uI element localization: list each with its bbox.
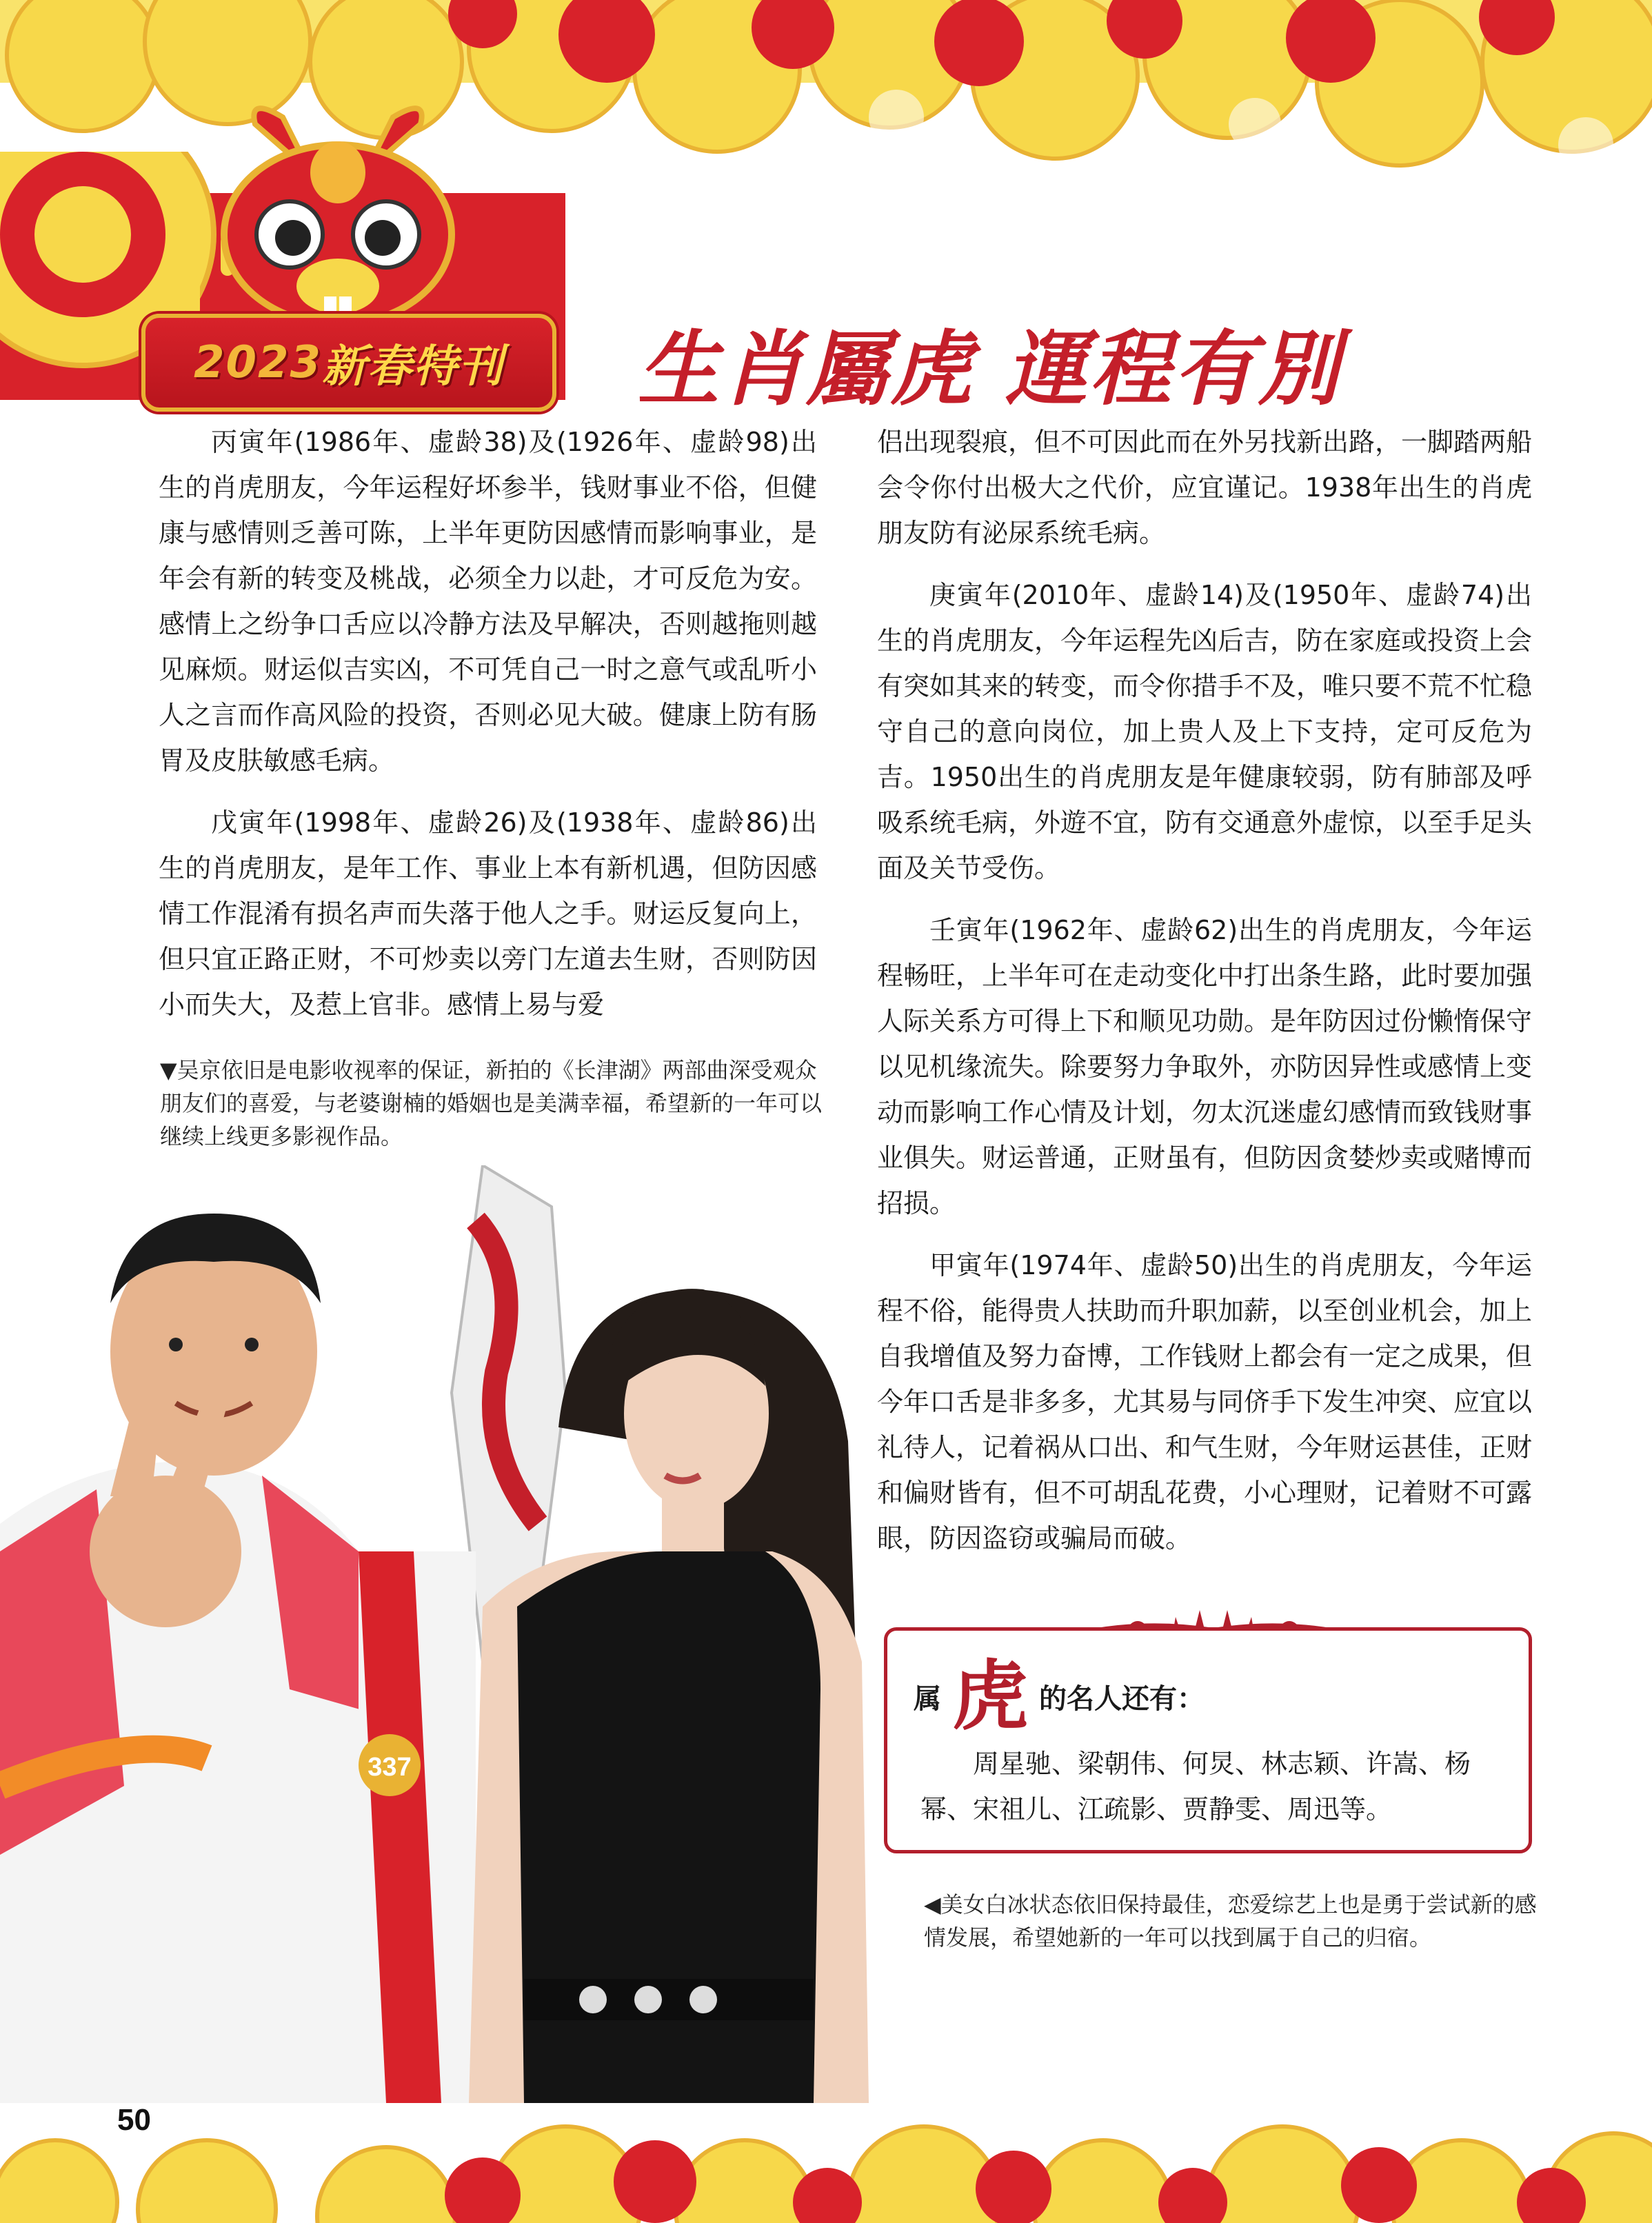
athlete-badge-number: 337 [367, 1753, 412, 1782]
article-paragraph: 丙寅年(1986年、虚龄38)及(1926年、虚龄98)出生的肖虎朋友，今年运程好坏参半，钱财事业不俗，但健康与感情则乏善可陈，上半年更防因感情而影响事业，是年会有新的转变及桃战，必须全力以赴，才可反危为安。感情上之纷争口舌应以冷静方法及早解决，否则越拖则越见麻烦。财运似吉实凶，不可凭自己一时之意气或乱听小人之言而作高风险的投资，否则必见大破。健康上防有肠胃及皮肤敏感毛病。 [159, 427, 817, 776]
photo-caption-wu-jing: ▼吴京依旧是电影收视率的保证，新拍的《长津湖》两部曲深受观众朋友们的喜爱，与老婆谢楠的婚姻也是美满幸福，希望新的一年可以继续上线更多影视作品。 [160, 1057, 823, 1149]
article-paragraph-continued: 侣出现裂痕，但不可因此而在外另找新出路，一脚踏两船会令你付出极大之代价，应宜谨记。1938年出生的肖虎朋友防有泌尿系统毛病。 [877, 427, 1533, 548]
celebrity-photo [0, 1165, 896, 2103]
celebrity-info-box [884, 1627, 1532, 1853]
tiger-character: 虎 [952, 1651, 1028, 1740]
article-paragraph: 壬寅年(1962年、虚龄62)出生的肖虎朋友，今年运程畅旺，上半年可在走动变化中打出条生路，此时要加强人际关系方可得上下和顺见功勋。是年防因过份懒惰保守以见机缘流失。除要努力争取外，亦防因异性或感情上变动而影响工作心情及计划，勿太沉迷虚幻感情而致钱财事业俱失。财运普通，正财虽有，但防因贪婪炒卖或赌博而招损。 [877, 915, 1533, 1218]
celebrity-title-suffix: 的名人还有： [1039, 1682, 1205, 1715]
badge-year: 2023 [193, 337, 323, 388]
article-paragraph: 甲寅年(1974年、虚龄50)出生的肖虎朋友，今年运程不俗，能得贵人扶助而升职加薪，以至创业机会，加上自我增值及努力奋博，工作钱财上都会有一定之成果，但今年口舌是非多多，尤其易与同侪手下发生冲突、应宜以礼待人，记着祸从口出、和气生财，今年财运甚佳，正财和偏财皆有，但不可胡乱花费，小心理财，记着财不可露眼，防因盗窃或骗局而破。 [877, 1250, 1533, 1553]
celebrity-box-title [914, 1651, 1205, 1740]
man-figure [0, 1214, 476, 2103]
right-article-column [877, 419, 1532, 1578]
article-paragraph: 庚寅年(2010年、虚龄14)及(1950年、虚龄74)出生的肖虎朋友，今年运程先凶后吉，防在家庭或投资上会有突如其来的转变，而令你措手不及，唯只要不荒不忙稳守自己的意向岗位，加上贵人及上下支持，定可反危为吉。1950出生的肖虎朋友是年健康较弱，防有肺部及呼吸系统毛病，外遊不宜，防有交通意外虚惊，以至手足头面及关节受伤。 [877, 580, 1533, 883]
page-number: 50 [117, 2103, 151, 2137]
celebrity-names: 周星驰、梁朝伟、何炅、林志颖、许嵩、杨幂、宋祖儿、江疏影、贾静雯、周迅等。 [920, 1749, 1471, 1824]
bottom-cloud-border [0, 2064, 1652, 2223]
celebrity-title-prefix: 属 [914, 1682, 941, 1715]
special-issue-badge [141, 314, 556, 412]
photo-caption-bai-bing: ◀美女白冰状态依旧保持最佳，恋爱综艺上也是勇于尝试新的感情发展，希望她新的一年可以找到属于自己的归宿。 [924, 1891, 1537, 1951]
lion-mascot-icon [207, 97, 469, 331]
article-paragraph: 戊寅年(1998年、虚龄26)及(1938年、虚龄86)出生的肖虎朋友，是年工作、事业上本有新机遇，但防因感情工作混淆有损名声而失落于他人之手。财运反复向上，但只宜正路正财，不可炒卖以旁门左道去生财，否则防因小而失大，及惹上官非。感情上易与爱 [159, 807, 817, 1020]
badge-text: 新春特刊 [322, 341, 505, 392]
page-title: 生肖屬虎 運程有別 [638, 321, 1342, 416]
left-article-column [159, 419, 817, 1044]
